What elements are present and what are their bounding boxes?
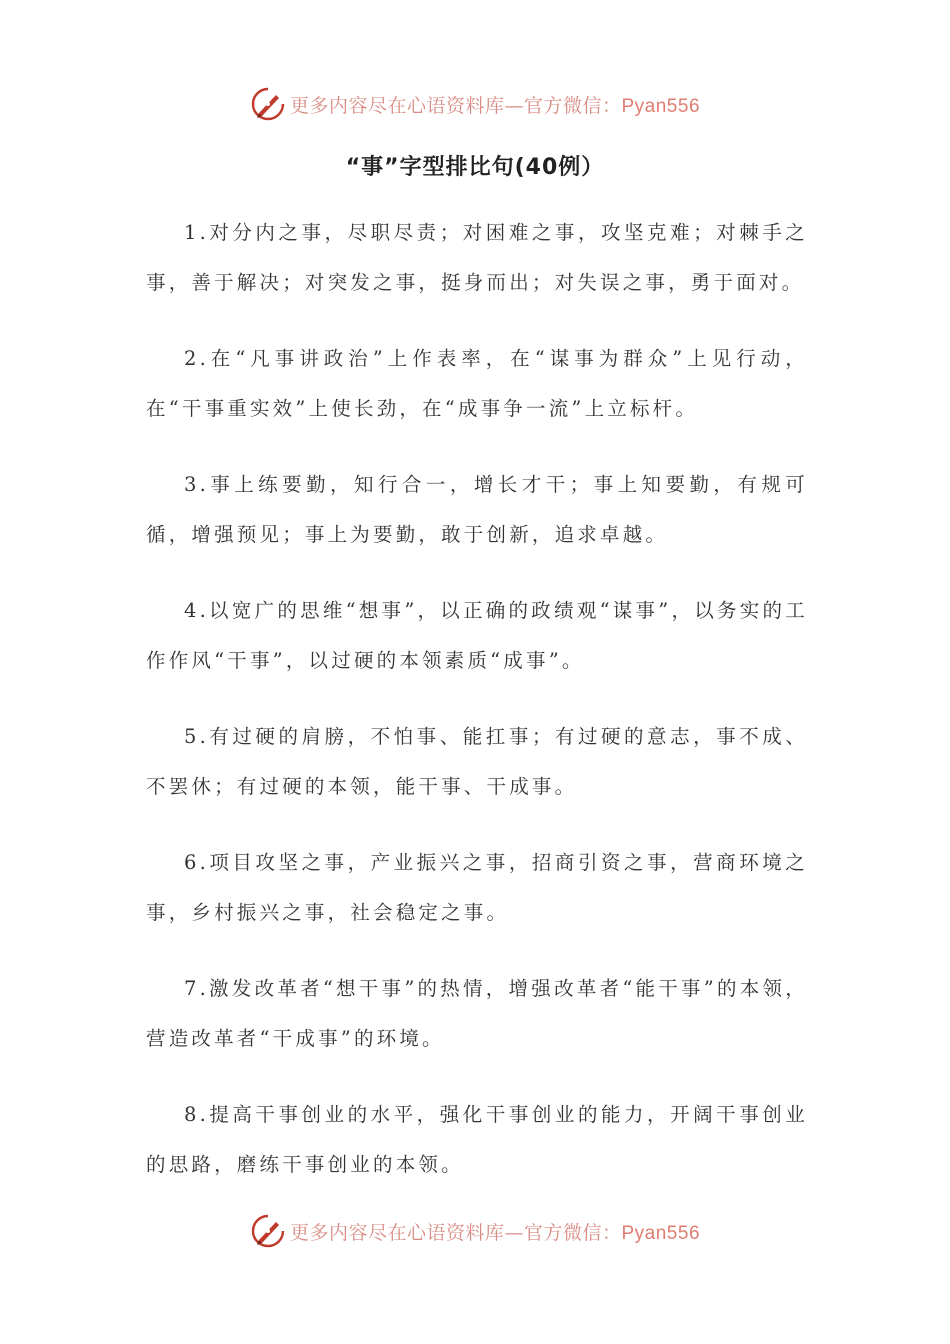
pen-logo-icon: [250, 86, 286, 122]
watermark-text: 更多内容尽在心语资料库—官方微信：Pyan556: [289, 1221, 701, 1244]
watermark-handle: Pyan556: [621, 95, 701, 117]
paragraph-5: 5.有过硬的肩膀，不怕事、能扛事；有过硬的意志，事不成、不罢休；有过硬的本领，能干事、干成事。: [146, 725, 808, 798]
footer-watermark: [0, 1211, 950, 1251]
watermark-text: 更多内容尽在心语资料库—官方微信：Pyan556: [289, 94, 701, 117]
paragraph-8: 8.提高干事创业的水平，强化干事创业的能力，开阔干事创业的思路，磨练干事创业的本领。: [146, 1103, 808, 1176]
pen-logo-icon: [250, 1213, 286, 1249]
paragraph-4: 4.以宽广的思维“想事”，以正确的政绩观“谋事”，以务实的工作作风“干事”，以过硬的本领素质“成事”。: [146, 599, 808, 672]
paragraph-2: 2.在“凡事讲政治”上作表率，在“谋事为群众”上见行动，在“干事重实效”上使长劲，在“成事争一流”上立标杆。: [146, 347, 808, 420]
header-watermark: [0, 84, 950, 124]
paragraph-6: 6.项目攻坚之事，产业振兴之事，招商引资之事，营商环境之事，乡村振兴之事，社会稳定之事。: [146, 851, 808, 924]
paragraph-1: 1.对分内之事，尽职尽责；对困难之事，攻坚克难；对棘手之事，善于解决；对突发之事，挺身而出；对失误之事，勇于面对。: [146, 221, 808, 294]
watermark-handle: Pyan556: [621, 1222, 701, 1244]
paragraph-3: 3.事上练要勤，知行合一，增长才干；事上知要勤，有规可循，增强预见；事上为要勤，敢于创新，追求卓越。: [146, 473, 808, 546]
document-title: “事”字型排比句(40例）: [345, 155, 605, 180]
paragraph-7: 7.激发改革者“想干事”的热情，增强改革者“能干事”的本领，营造改革者“干成事”的环境。: [146, 977, 808, 1050]
document-body: [146, 208, 808, 1216]
